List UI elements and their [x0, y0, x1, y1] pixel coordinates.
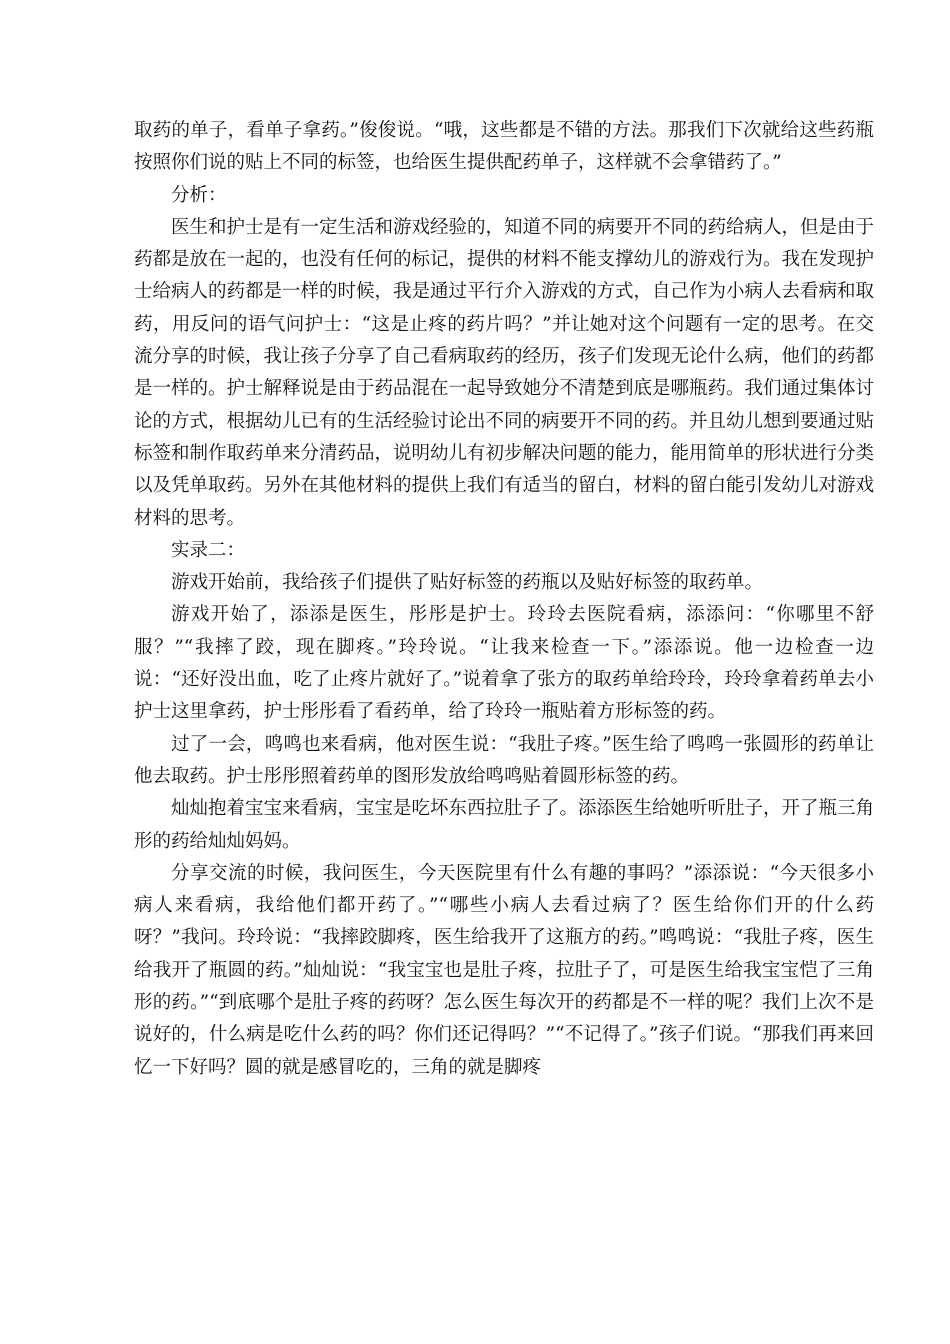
paragraph-record-two-heading: 实录二：: [171, 539, 246, 561]
paragraph-analysis-heading: 分析：: [171, 184, 227, 206]
paragraph-before-game: 游戏开始前，我给孩子们提供了贴好标签的药瓶以及贴好标签的取药单。: [171, 572, 764, 594]
paragraph-sharing: 分享交流的时候，我问医生，今天医院里有什么有趣的事吗？”添添说：“今天很多小病人来看病，我给他们都开药了。”“哪些小病人去看过病了？医生给你们开的什么药呀？”我问。玲玲说：“我摔跤脚疼，医生给我开了这瓶方的药。”鸣鸣说：“我肚子疼，医生给我开了瓶圆的药。”灿灿说：“我宝宝也是肚子疼，拉肚子了，可是医生给我宝宝恺了三角形的药。”“到底哪个是肚子疼的药呀？怎么医生每次开的药都是不一样的呢？我们上次不是说好的，什么病是吃什么药的吗？你们还记得吗？”“不记得了。”孩子们说。“那我们再来回忆一下好吗？圆的就是感冒吃的，三角的就是脚疼: [134, 862, 874, 1078]
paragraph-mingming: 过了一会，鸣鸣也来看病，他对医生说：“我肚子疼。”医生给了鸣鸣一张圆形的药单让他去取药。护士彤彤照着药单的图形发放给鸣鸣贴着圆形标签的药。: [134, 733, 874, 787]
paragraph-analysis: 医生和护士是有一定生活和游戏经验的，知道不同的病要开不同的药给病人，但是由于药都是放在一起的，也没有任何的标记，提供的材料不能支撑幼儿的游戏行为。我在发现护士给病人的药都是一样的时候，我是通过平行介入游戏的方式，自己作为小病人去看病和取药，用反问的语气问护士：“这是止疼的药片吗？”并让她对这个问题有一定的思考。在交流分享的时候，我让孩子分享了自己看病取药的经历，孩子们发现无论什么病，他们的药都是一样的。护士解释说是由于药品混在一起导致她分不清楚到底是哪瓶药。我们通过集体讨论的方式，根据幼儿已有的生活经验讨论出不同的病要开不同的药。并且幼儿想到要通过贴标签和制作取药单来分清药品，说明幼儿有初步解决问题的能力，能用简单的形状进行分类以及凭单取药。另外在其他材料的提供上我们有适当的留白，材料的留白能引发幼儿对游戏材料的思考。: [134, 216, 875, 529]
paragraph-game-start: 游戏开始了，添添是医生，彤彤是护士。玲玲去医院看病，添添问：“你哪里不舒服？”“我摔了跤，现在脚疼。”玲玲说。“让我来检查一下。”添添说。他一边检查一边说：“还好没出血，吃了止疼片就好了。”说着拿了张方的取药单给玲玲，玲玲拿着药单去小护士这里拿药，护士彤彤看了看药单，给了玲玲一瓶贴着方形标签的药。: [134, 604, 874, 723]
document-body: [134, 115, 874, 1084]
paragraph-cancan: 灿灿抱着宝宝来看病，宝宝是吃坏东西拉肚子了。添添医生给她听听肚子，开了瓶三角形的药给灿灿妈妈。: [134, 798, 875, 852]
paragraph-continued: 取药的单子，看单子拿药。”俊俊说。“哦，这些都是不错的方法。那我们下次就给这些药瓶按照你们说的贴上不同的标签，也给医生提供配药单子，这样就不会拿错药了。”: [134, 120, 874, 174]
